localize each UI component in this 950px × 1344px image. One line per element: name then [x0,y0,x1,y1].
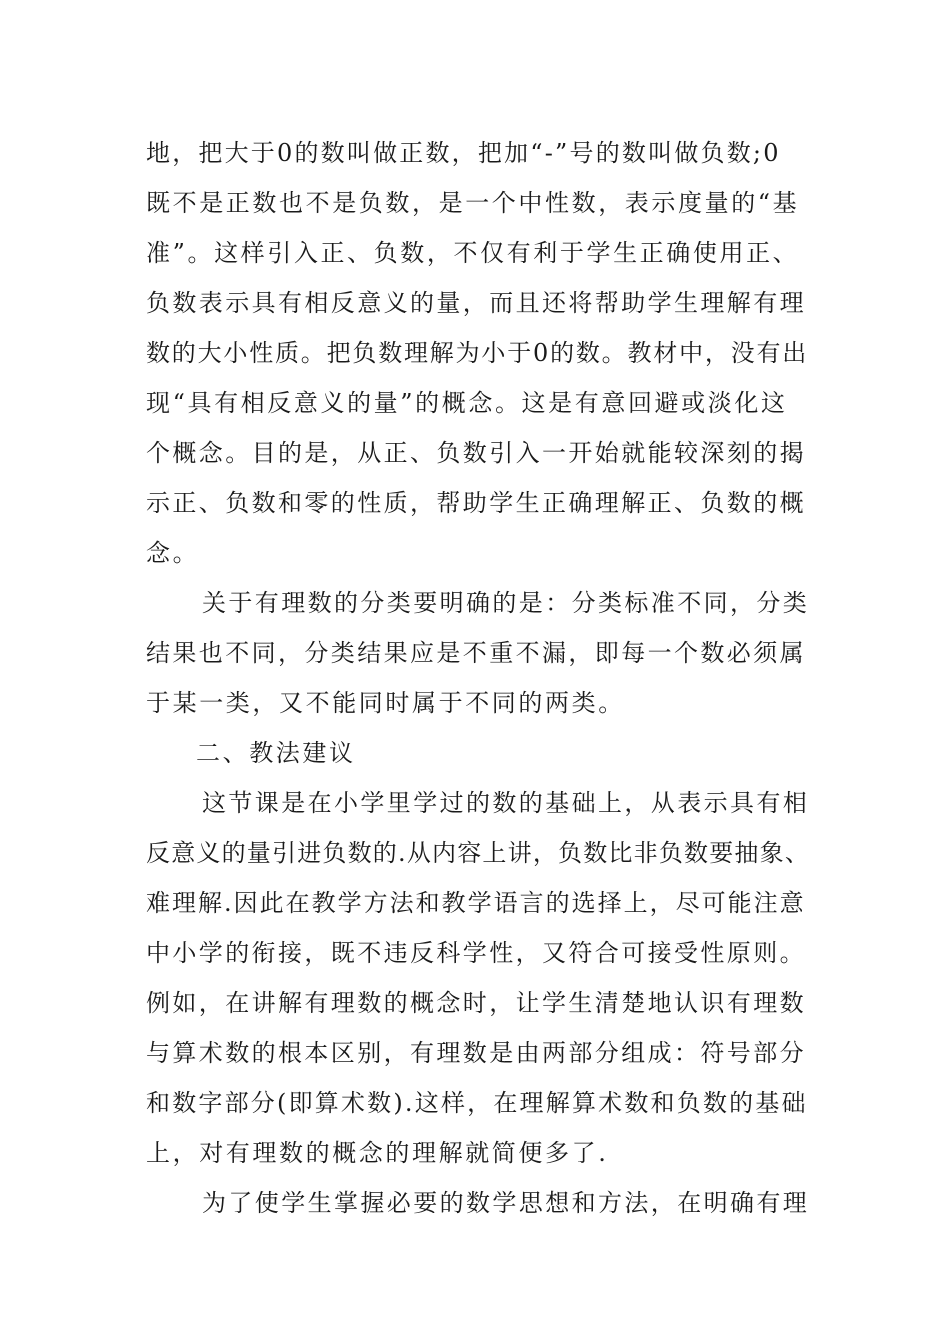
document-body [146,128,810,1228]
paragraph-start-line: 关于有理数的分类要明确的是：分类标准不同，分类 [202,589,810,617]
text-line: 与算术数的根本区别，有理数是由两部分组成：符号部分 [146,1039,806,1067]
text-line: 现“具有相反意义的量”的概念。这是有意回避或淡化这 [146,389,788,417]
paragraph-start-line: 这节课是在小学里学过的数的基础上，从表示具有相 [202,789,810,817]
text-line: 难理解.因此在教学方法和教学语言的选择上，尽可能注意 [146,889,806,917]
text-line: 示正、负数和零的性质，帮助学生正确理解正、负数的概 [146,489,806,517]
text-line: 上，对有理数的概念的理解就简便多了. [146,1139,609,1167]
text-line: 于某一类，又不能同时属于不同的两类。 [146,689,625,717]
text-line: 既不是正数也不是负数，是一个中性数，表示度量的“基 [146,189,800,217]
text-line: 数的大小性质。把负数理解为小于0的数。教材中，没有出 [146,339,809,367]
section-heading: 二、教法建议 [196,739,356,767]
paragraph-start-line: 为了使学生掌握必要的数学思想和方法，在明确有理 [202,1189,810,1217]
text-line: 中小学的衔接，既不违反科学性，又符合可接受性原则。 [146,939,806,967]
text-line: 和数字部分(即算术数).这样，在理解算术数和负数的基础 [146,1089,808,1117]
text-line: 念。 [146,539,200,567]
text-line: 地，把大于0的数叫做正数，把加“-”号的数叫做负数;0 [146,139,781,167]
text-line: 准”。这样引入正、负数，不仅有利于学生正确使用正、 [146,239,800,267]
text-line: 负数表示具有相反意义的量，而且还将帮助学生理解有理 [146,289,806,317]
text-line: 个概念。目的是，从正、负数引入一开始就能较深刻的揭 [146,439,806,467]
text-line: 结果也不同，分类结果应是不重不漏，即每一个数必须属 [146,639,806,667]
text-line: 例如，在讲解有理数的概念时，让学生清楚地认识有理数 [146,989,806,1017]
text-line: 反意义的量引进负数的.从内容上讲，负数比非负数要抽象、 [146,839,811,867]
